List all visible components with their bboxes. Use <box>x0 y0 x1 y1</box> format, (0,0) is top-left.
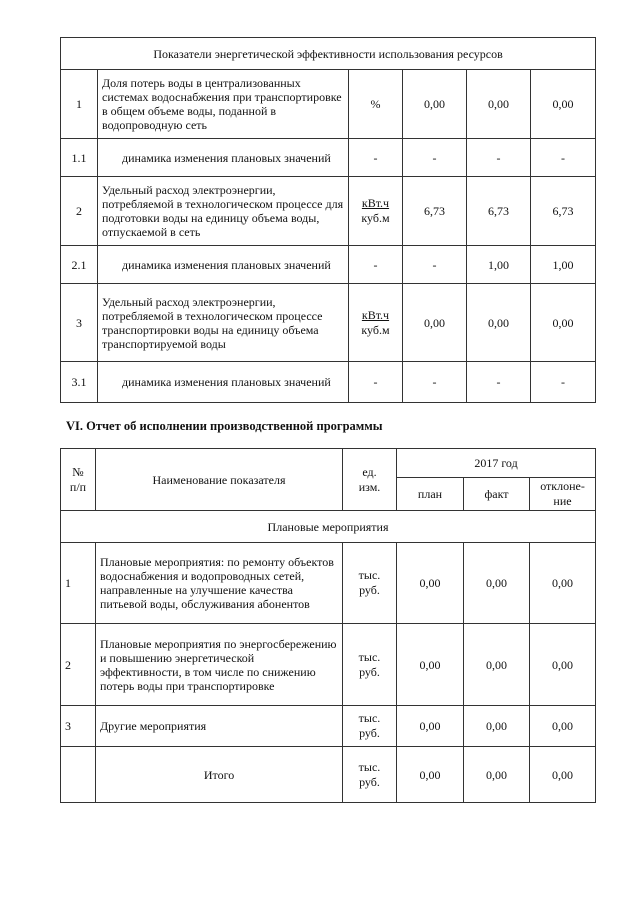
unit-line1: тыс. <box>358 711 381 725</box>
table-row <box>61 139 596 177</box>
unit-denominator: куб.м <box>361 322 390 337</box>
table-row <box>61 543 596 624</box>
table-row <box>61 246 596 284</box>
total-unit <box>343 747 397 803</box>
row-value: 1,00 <box>531 246 596 284</box>
row-name: Плановые мероприятия: по ремонту объектов водоснабжения и водопроводных сетей, направленные на улучшение качества питьевой воды, обслуживания абонентов <box>96 543 343 624</box>
table-row <box>61 70 596 139</box>
unit-line2: руб. <box>359 664 380 679</box>
unit-denominator: куб.м <box>361 211 390 225</box>
row-number: 1.1 <box>61 139 98 177</box>
row-number: 3 <box>61 284 98 362</box>
row-name: Удельный расход электроэнергии, потребляемой в технологическом процессе для подготовки воды на единицу объема воды, отпускаемой в сеть <box>98 177 349 246</box>
unit-line1: тыс. <box>358 568 381 582</box>
header-deviation <box>530 478 596 511</box>
total-plan: 0,00 <box>397 747 464 803</box>
row-unit <box>349 284 403 362</box>
total-deviation: 0,00 <box>530 747 596 803</box>
header-unit <box>343 449 397 511</box>
row-unit <box>343 543 397 624</box>
header-plan: план <box>397 478 464 511</box>
row-deviation: 0,00 <box>530 543 596 624</box>
header-number <box>61 449 96 511</box>
row-number: 1 <box>61 543 96 624</box>
row-fact: 0,00 <box>464 543 530 624</box>
header-name: Наименование показателя <box>96 449 343 511</box>
energy-efficiency-table <box>60 37 596 403</box>
unit-line2: руб. <box>359 583 380 597</box>
table-header-row <box>61 38 596 70</box>
row-value: - <box>403 139 467 177</box>
row-value: 0,00 <box>531 70 596 139</box>
unit-line2: руб. <box>359 774 380 789</box>
unit-line1: тыс. <box>358 759 381 774</box>
row-value: - <box>531 139 596 177</box>
unit-line1: тыс. <box>358 649 381 664</box>
table-row <box>61 362 596 403</box>
group-title: Плановые мероприятия <box>61 511 596 543</box>
row-value: 6,73 <box>467 177 531 246</box>
table-header-row <box>61 449 596 478</box>
unit-numerator: кВт.ч <box>361 307 390 322</box>
row-name: Удельный расход электроэнергии, потребляемой в технологическом процессе транспортировки воды на единицу объема транспортируемой воды <box>98 284 349 362</box>
unit-fraction <box>361 196 389 226</box>
table-row <box>61 624 596 706</box>
row-value: - <box>467 362 531 403</box>
row-name: динамика изменения плановых значений <box>98 246 349 284</box>
row-number: 2 <box>61 624 96 706</box>
total-name: Итого <box>96 747 343 803</box>
header-year: 2017 год <box>397 449 596 478</box>
row-name: динамика изменения плановых значений <box>98 362 349 403</box>
row-value: 6,73 <box>531 177 596 246</box>
row-deviation: 0,00 <box>530 624 596 706</box>
row-value: - <box>531 362 596 403</box>
row-deviation: 0,00 <box>530 706 596 747</box>
row-number: 2.1 <box>61 246 98 284</box>
row-value: 1,00 <box>467 246 531 284</box>
total-number <box>61 747 96 803</box>
row-unit: % <box>349 70 403 139</box>
row-plan: 0,00 <box>397 706 464 747</box>
row-value: 0,00 <box>467 70 531 139</box>
row-value: 0,00 <box>403 284 467 362</box>
row-unit: - <box>349 139 403 177</box>
section-title: VI. Отчет об исполнении производственной программы <box>66 419 383 433</box>
row-plan: 0,00 <box>397 624 464 706</box>
header-unit-line2: изм. <box>358 479 381 494</box>
header-number-line1: № <box>72 464 84 479</box>
table-row <box>61 177 596 246</box>
group-row <box>61 511 596 543</box>
header-number-line2: п/п <box>69 479 87 494</box>
row-name: Доля потерь воды в централизованных системах водоснабжения при транспортировке в общем объеме воды, поданной в водопроводную сеть <box>98 70 349 139</box>
row-name: Другие мероприятия <box>96 706 343 747</box>
total-fact: 0,00 <box>464 747 530 803</box>
row-fact: 0,00 <box>464 706 530 747</box>
header-deviation-line2: ние <box>553 494 572 508</box>
row-value: - <box>403 362 467 403</box>
row-unit <box>343 624 397 706</box>
row-number: 1 <box>61 70 98 139</box>
row-name: Плановые мероприятия по энергосбережению и повышению энергетической эффективности, в том числе по снижению потерь воды при транспортировке <box>96 624 343 706</box>
row-value: 0,00 <box>531 284 596 362</box>
unit-fraction <box>361 308 389 338</box>
total-row <box>61 747 596 803</box>
row-value: 0,00 <box>403 70 467 139</box>
row-value: - <box>403 246 467 284</box>
row-plan: 0,00 <box>397 543 464 624</box>
row-fact: 0,00 <box>464 624 530 706</box>
row-value: 6,73 <box>403 177 467 246</box>
row-number: 3.1 <box>61 362 98 403</box>
production-program-report-table <box>60 448 596 803</box>
row-number: 2 <box>61 177 98 246</box>
row-value: 0,00 <box>467 284 531 362</box>
row-value: - <box>467 139 531 177</box>
table-row <box>61 706 596 747</box>
header-deviation-line1: отклоне- <box>540 479 585 493</box>
row-number: 3 <box>61 706 96 747</box>
header-unit-line1: ед. <box>362 464 377 479</box>
table-row <box>61 284 596 362</box>
table-header: Показатели энергетической эффективности использования ресурсов <box>61 38 596 70</box>
row-unit <box>349 177 403 246</box>
row-unit: - <box>349 362 403 403</box>
row-name: динамика изменения плановых значений <box>98 139 349 177</box>
unit-line2: руб. <box>359 726 380 740</box>
header-fact: факт <box>464 478 530 511</box>
row-unit: - <box>349 246 403 284</box>
unit-numerator: кВт.ч <box>361 196 390 210</box>
row-unit <box>343 706 397 747</box>
